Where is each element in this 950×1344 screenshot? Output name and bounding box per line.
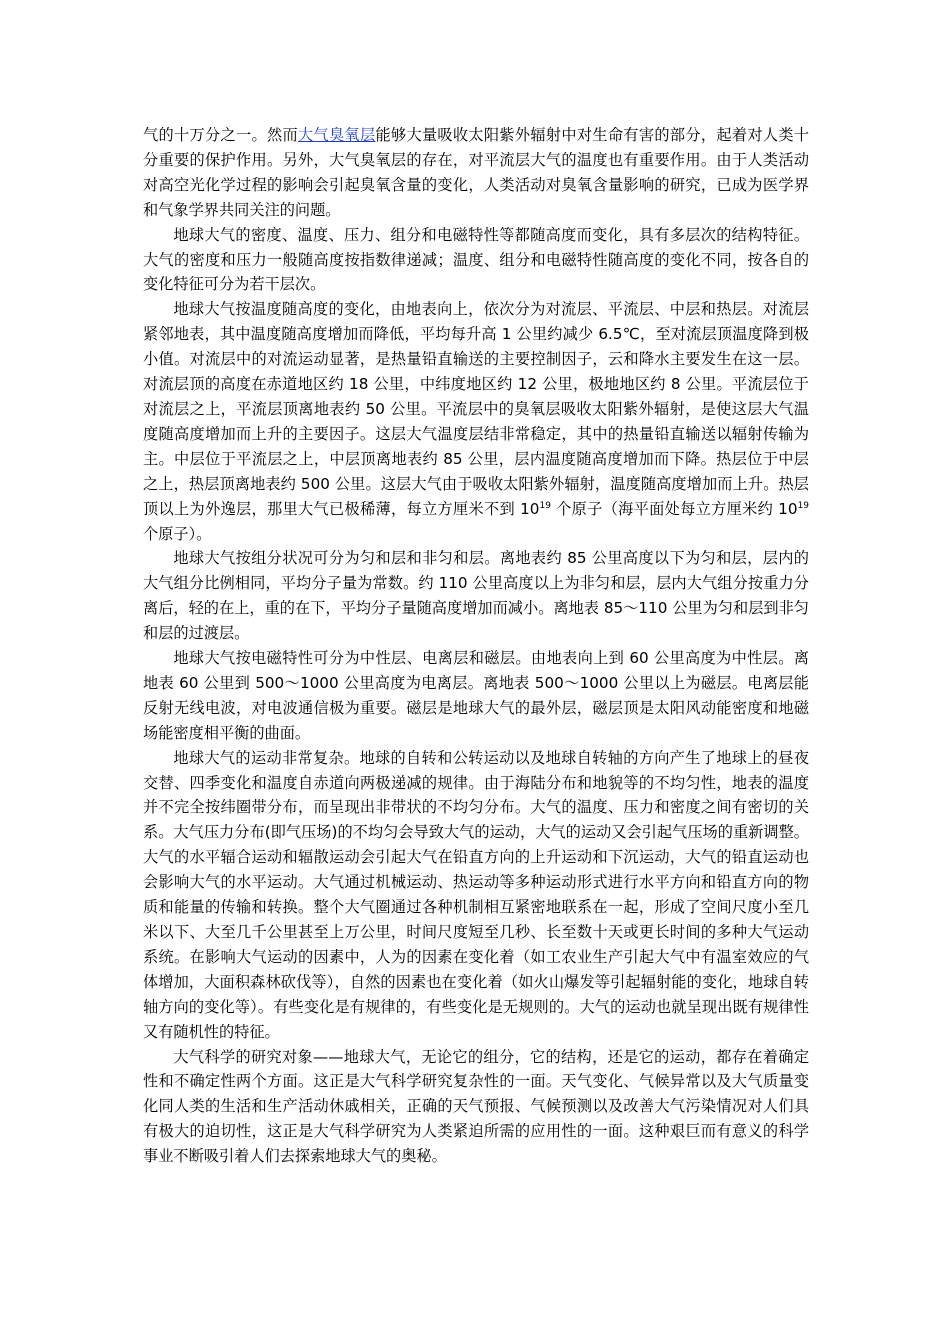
superscript-exponent: 19 (797, 500, 810, 511)
paragraph-text: 个原子）。 (143, 524, 212, 543)
paragraph-ozone (143, 123, 809, 223)
paragraph-text: 个原子（海平面处每立方厘米约 10 (550, 499, 798, 518)
paragraph-atmospheric-motion: 地球大气的运动非常复杂。地球的自转和公转运动以及地球自转轴的方向产生了地球上的昼夜交替、四季变化和温度自赤道向两极递减的规律。由于海陆分布和地貌等的不均匀性，地表的温度并不完全按纬圈带分布，而呈现出非带状的不均匀分布。大气的温度、压力和密度之间有密切的关系。大气压力分布(即气压场)的不均匀会导致大气的运动，大气的运动又会引起气压场的重新调整。大气的水平辐合运动和辐散运动会引起大气在铅直方向的上升运动和下沉运动，大气的铅直运动也会影响大气的水平运动。大气通过机械运动、热运动等多种运动形式进行水平方向和铅直方向的物质和能量的传输和转换。整个大气圈通过各种机制相互紧密地联系在一起，形成了空间尺度小至几米以下、大至几千公里甚至上万公里，时间尺度短至几秒、长至数十天或更长时间的多种大气运动系统。在影响大气运动的因素中，人为的因素在变化着（如工农业生产引起大气中有温室效应的气体增加，大面积森林砍伐等），自然的因素也在变化着（如火山爆发等引起辐射能的变化，地球自转轴方向的变化等）。有些变化是有规律的，有些变化是无规则的。大气的运动也就呈现出既有规律性又有随机性的特征。 (143, 748, 809, 1041)
paragraph-text: 地球大气按温度随高度的变化，由地表向上，依次分为对流层、平流层、中层和热层。对流层紧邻地表，其中温度随高度增加而降低，平均每升高 1 公里约减少 6.5℃，至对流层顶温度降到极小值。对流层中的对流运动显著，是热量铅直输送的主要控制因子，云和降水主要发生在这一层。对流层顶的高度在赤道地区约 18 公里，中纬度地区约 12 公里，极地地区约 8 公里。平流层位于对流层之上，平流层顶离地表约 50 公里。平流层中的臭氧层吸收太阳紫外辐射，是使这层大气温度随高度增加而上升的主要因子。这层大气温度层结非常稳定，其中的热量铅直输送以辐射传输为主。中层位于平流层之上，中层顶离地表约 85 公里，层内温度随高度增加而下降。热层位于中层之上，热层顶离地表约 500 公里。这层大气由于吸收太阳紫外辐射，温度随高度增加而上升。热层顶以上为外逸层，那里大气已极稀薄，每立方厘米不到 10 (143, 300, 809, 518)
paragraph-electromagnetic-layers: 地球大气按电磁特性可分为中性层、电离层和磁层。由地表向上到 60 公里高度为中性层。离地表 60 公里到 500～1000 公里高度为电离层。离地表 500～1000 公里以上为磁层。电离层能反射无线电波，对电波通信极为重要。磁层是地球大气的最外层，磁层顶是太阳风动能密度和地磁场能密度相平衡的曲面。 (143, 649, 809, 742)
paragraph-composition-layers: 地球大气按组分状况可分为匀和层和非匀和层。离地表约 85 公里高度以下为匀和层，层内的大气组分比例相同，平均分子量为常数。约 110 公里高度以上为非匀和层，层内大气组分按重力分离后，轻的在上，重的在下，平均分子量随高度增加而减小。离地表 85～110 公里为匀和层到非匀和层的过渡层。 (143, 549, 809, 643)
document-body (143, 123, 809, 1169)
paragraph-text: 气的十万分之一。然而 (143, 126, 298, 144)
superscript-exponent: 19 (539, 500, 551, 511)
paragraph-structure: 地球大气的密度、温度、压力、组分和电磁特性等都随高度而变化，具有多层次的结构特征。大气的密度和压力一般随高度按指数律递减；温度、组分和电磁特性随高度的变化不同，按各自的变化特征可分为若干层次。 (143, 225, 809, 294)
ozone-layer-link[interactable]: 大气臭氧层 (297, 126, 376, 144)
paragraph-temperature-layers (143, 297, 809, 546)
paragraph-research-object: 大气科学的研究对象——地球大气，无论它的组分，它的结构，还是它的运动，都存在着确定性和不确定性两个方面。这正是大气科学研究复杂性的一面。天气变化、气候异常以及大气质量变化同人类的生活和生产活动休戚相关，正确的天气预报、气候预测以及改善大气污染情况对人们具有极大的迫切性，这正是大气科学研究为人类紧迫所需的应用性的一面。这种艰巨而有意义的科学事业不断吸引着人们去探索地球大气的奥秘。 (143, 1047, 809, 1166)
paragraph-text: 能够大量吸收太阳紫外辐射中对生命有害的部分，起着对人类十分重要的保护作用。另外，大气臭氧层的存在，对平流层大气的温度也有重要作用。由于人类活动对高空光化学过程的影响会引起臭氧含量的变化，人类活动对臭氧含量影响的研究，已成为医学界和气象学界共同关注的问题。 (143, 126, 810, 219)
